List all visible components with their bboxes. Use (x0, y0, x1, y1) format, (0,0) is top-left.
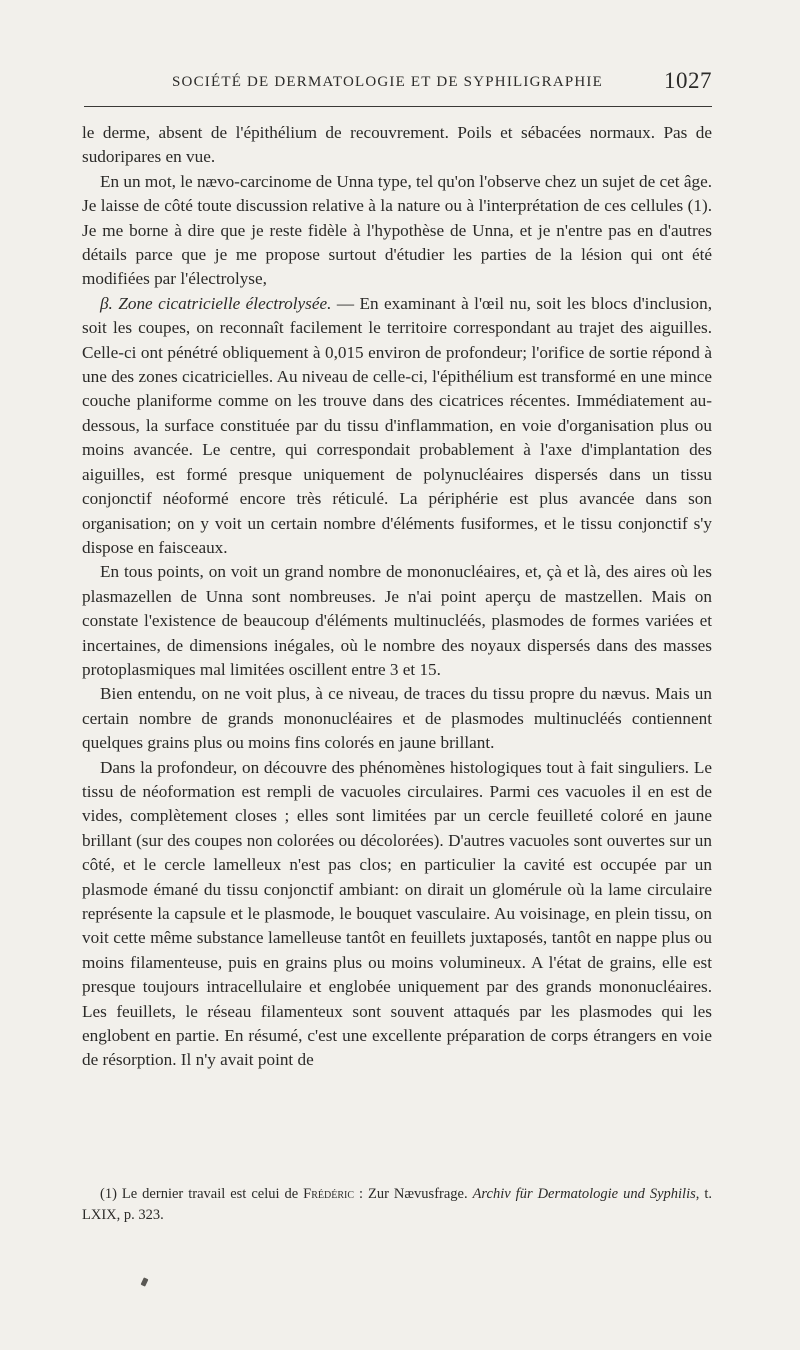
ink-speck (141, 1277, 149, 1286)
body-text (82, 121, 712, 1073)
page-header (82, 68, 712, 94)
paragraph-4: En tous points, on voit un grand nombre de mononucléaires, et, çà et là, des aires où les plasmazellen de Unna sont nombreuses. Je n'ai point aperçu de mastzellen. Mais on constate l'existence de beaucoup d'éléments multinucléés, plasmodes de formes variées et incertaines, de dimensions inégales, où le nombre des noyaux dispersés dans des masses protoplasmiques mal limitées oscillent entre 3 et 15. (82, 562, 712, 679)
page-number: 1027 (664, 68, 712, 93)
paragraph-6: Dans la profondeur, on découvre des phénomènes histologiques tout à fait singuliers. Le tissu de néoformation est rempli de vacuoles circulaires. Parmi ces vacuoles il en est de vides, complètement closes ; elles sont limitées par un cercle feuilleté coloré en jaune brillant (sur des coupes non colorées ou décolorées). D'autres vacuoles sont ouvertes sur un côté, et le cercle lamelleux n'est pas clos; en particulier la cavité est occupée par un plasmode émané du tissu conjonctif ambiant: on dirait un glomérule où la lame circulaire représente la capsule et le plasmode, le bouquet vasculaire. Au voisinage, en plein tissu, on voit cette même substance lamelleuse tantôt en feuillets juxtaposés, tantôt en nappe plus ou moins filamenteuse, puis en grains plus ou moins volumineux. A l'état de grains, elle est presque toujours intracellulaire et englobée uniquement par des grands mononucléaires. Les feuillets, le réseau filamenteux sont souvent attaqués par les plasmodes qui les englobent en partie. En résumé, c'est une excellente préparation de corps étrangers en voie de résorption. Il n'y avait point de (82, 757, 712, 1070)
paragraph-1: le derme, absent de l'épithélium de recouvrement. Poils et sébacées normaux. Pas de sudoripares en vue. (82, 123, 712, 167)
footnote-text-a: Le dernier travail est celui de (116, 1186, 304, 1202)
footnote (82, 1184, 712, 1226)
footnote-journal: Archiv für Dermatologie und Syphilis (472, 1186, 696, 1202)
paragraph-2: En un mot, le nævo-carcinome de Unna type, tel qu'on l'observe chez un sujet de cet âge. Je laisse de côté toute discussion relative à la nature ou à l'interprétation de ces cellules (1). Je me borne à dire que je reste fidèle à l'hypothèse de Unna, et je n'entre pas en d'autres détails parce que je me propose surtout d'étudier les parties de la lésion qui ont été modifiées par l'électrolyse, (82, 171, 712, 289)
running-head: SOCIÉTÉ DE DERMATOLOGIE ET DE SYPHILIGRAPHIE (172, 74, 603, 90)
footnote-marker: (1) (100, 1186, 117, 1202)
header-rule (84, 106, 712, 107)
paragraph-5: Bien entendu, on ne voit plus, à ce niveau, de traces du tissu propre du nævus. Mais un certain nombre de grands mononucléaires et de plasmodes multinucléés contiennent quelques grains plus ou moins fins colorés en jaune brillant. (82, 684, 712, 753)
paragraph-3 (82, 292, 712, 560)
footnote-author: Frédéric (303, 1186, 354, 1202)
section-heading-zone-cicatricielle: β. Zone cicatricielle électrolysée. (100, 293, 332, 313)
footnote-text-b: : Zur Nævusfrage. (354, 1186, 473, 1202)
footnote-text-c: , t. LXIX, p. 323. (82, 1186, 713, 1223)
paragraph-3-text: — En examinant à l'œil nu, soit les blocs d'inclusion, soit les coupes, on reconnaît facilement le territoire correspondant au trajet des aiguilles. Celle-ci ont pénétré obliquement à 0,015 environ de profondeur; l'orifice de sortie répond à une des zones cicatricielles. Au niveau de celle-ci, l'épithélium est transformé en une mince couche planiforme comme on les trouve dans des cicatrices récentes. Immédiatement au-dessous, la surface constituée par du tissu d'inflammation, en voie d'organisation plus ou moins avancée. Le centre, qui correspondait probablement à l'axe d'implantation des aiguilles, est formé presque uniquement de polynucléaires dispersés dans un tissu conjonctif néoformé encore très réticulé. La périphérie est plus avancée dans son organisation; on y voit un certain nombre d'éléments fusiformes, et le tissu conjonctif s'y dispose en faisceaux. (82, 293, 712, 557)
